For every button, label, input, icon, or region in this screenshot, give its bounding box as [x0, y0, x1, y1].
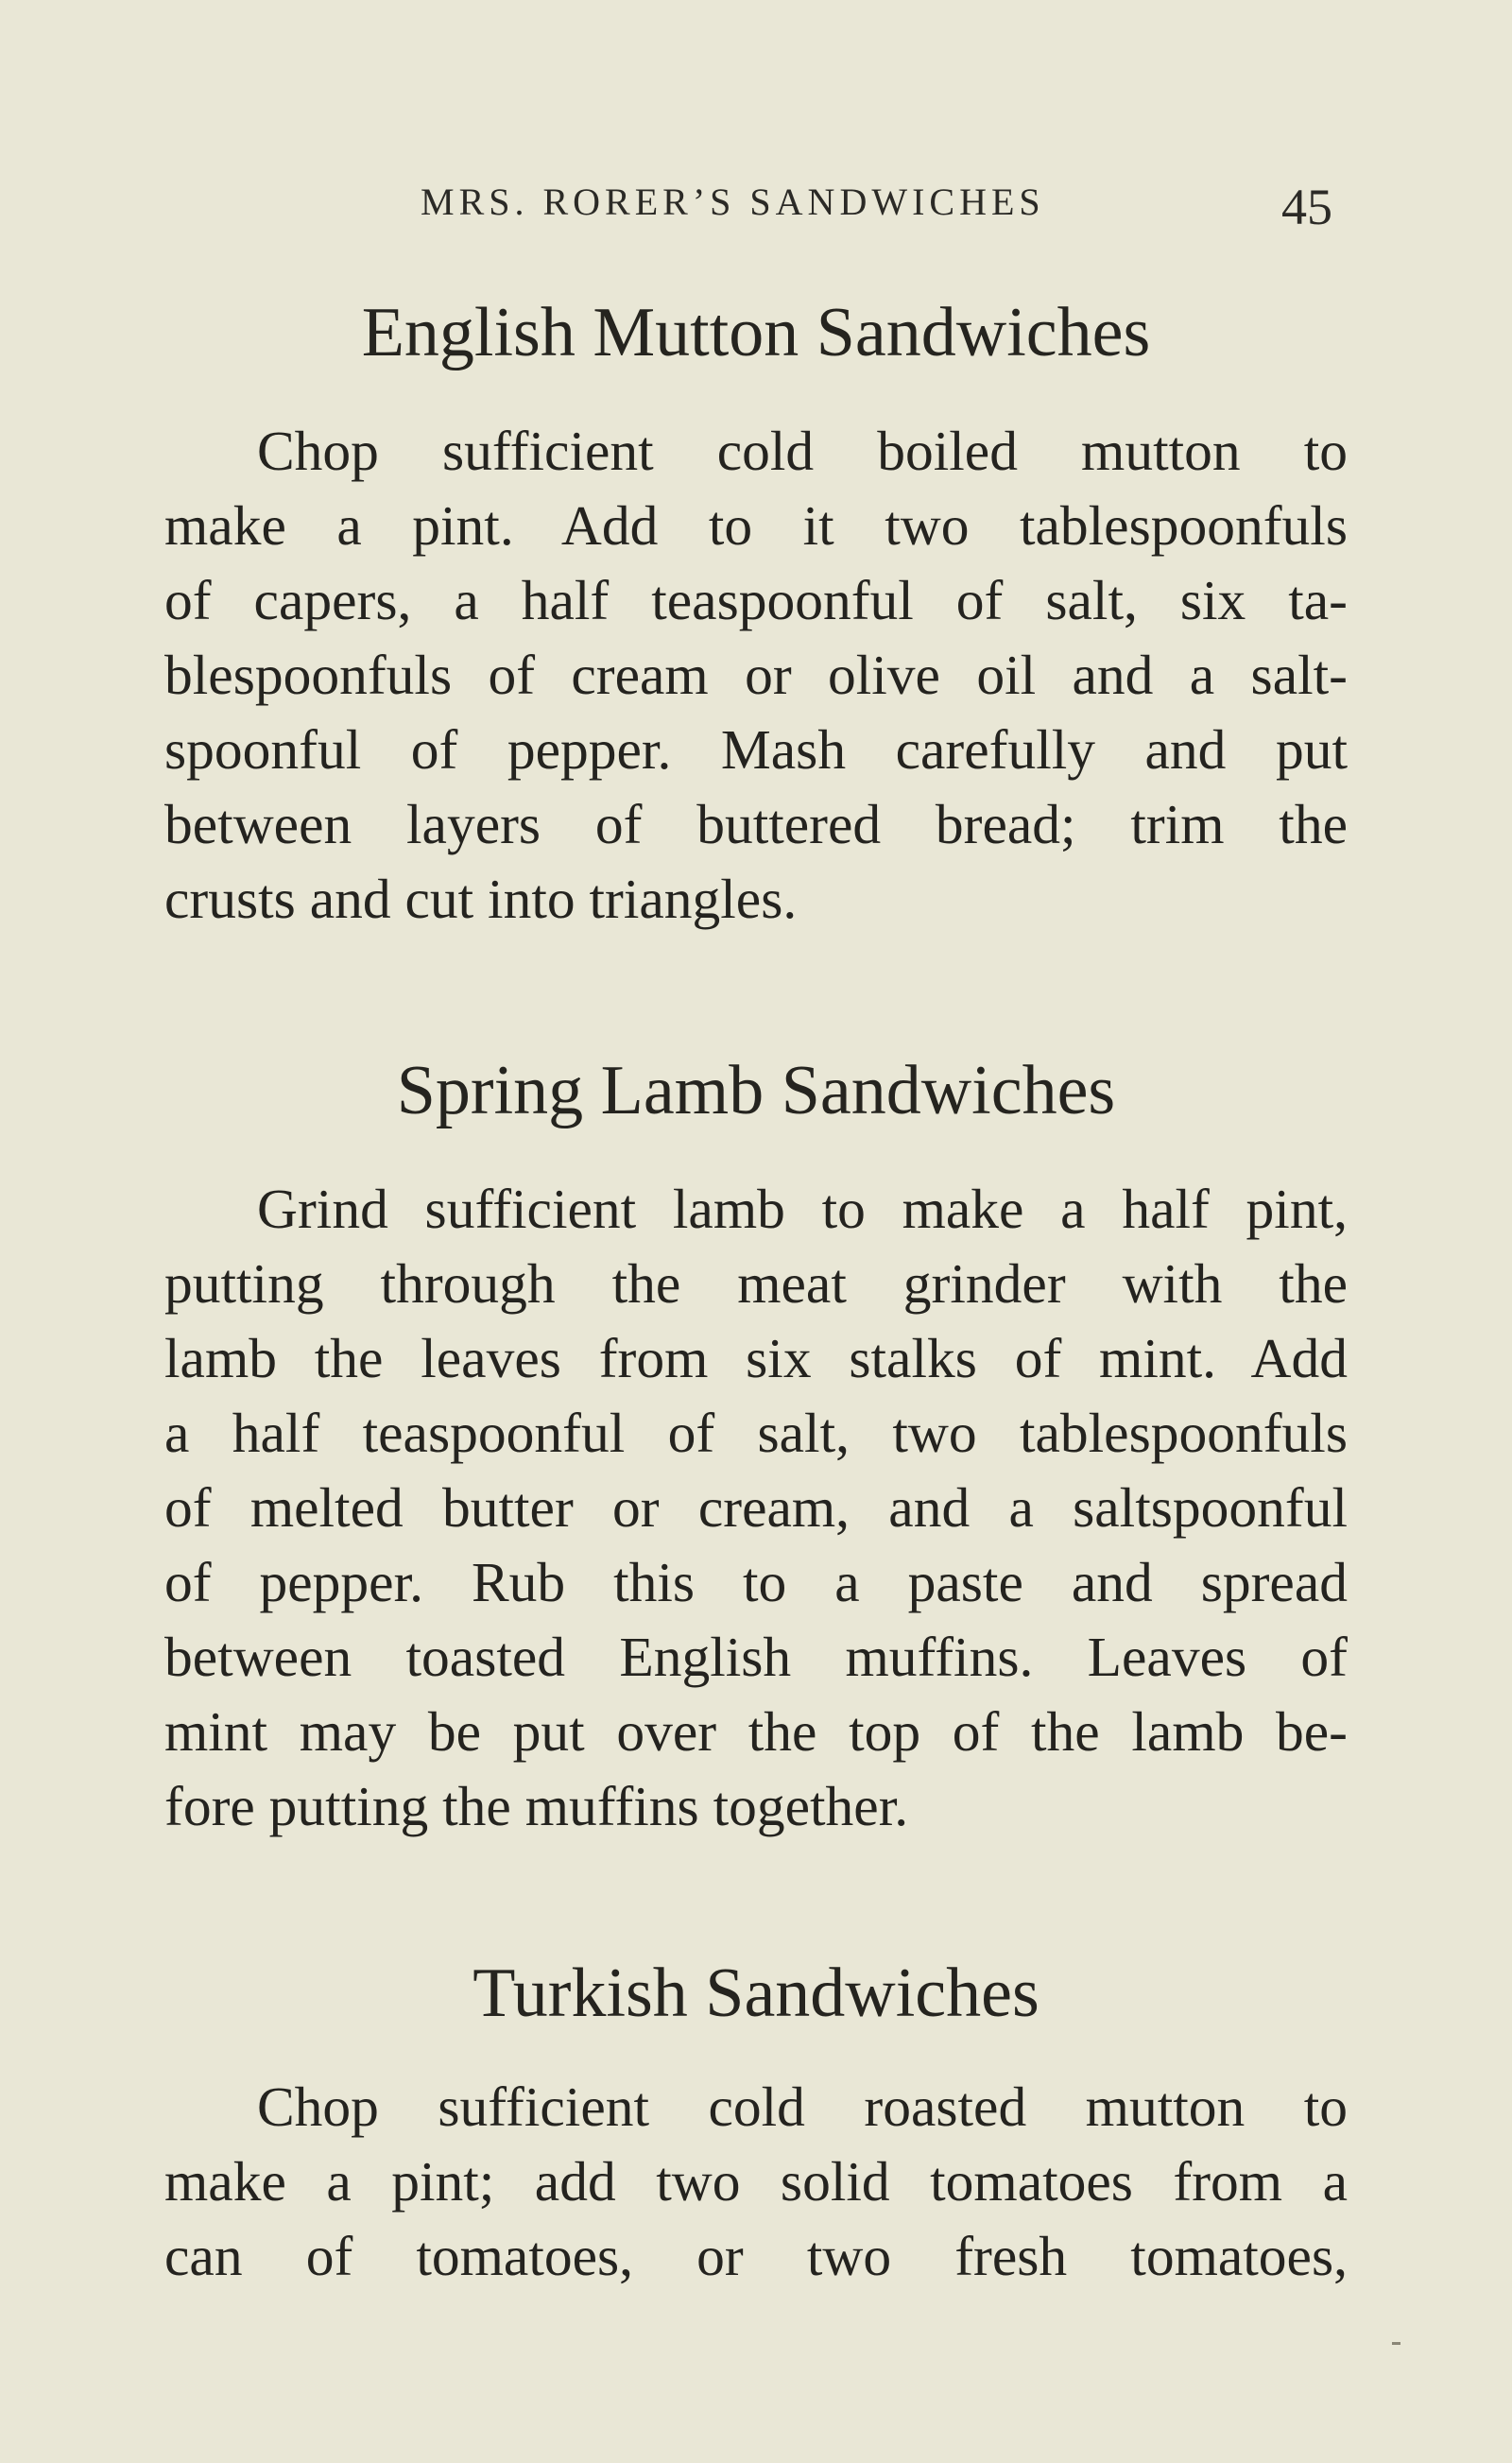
text-line: between layers of buttered bread; trim the [164, 793, 1348, 855]
text-line: of pepper. Rub this to a paste and spread [164, 1551, 1348, 1613]
section-title-spring-lamb: Spring Lamb Sandwiches [396, 1052, 1116, 1129]
text-line: between toasted English muffins. Leaves of [164, 1626, 1348, 1688]
text-line: a half teaspoonful of salt, two tablespoonfuls [164, 1402, 1348, 1464]
recipe-paragraph-turkish [164, 2070, 1348, 2294]
section-title-turkish: Turkish Sandwiches [472, 1955, 1040, 2032]
text-line: make a pint; add two solid tomatoes from a [164, 2150, 1348, 2213]
paper-speck [1392, 2342, 1400, 2345]
text-line: Chop sufficient cold boiled mutton to [257, 420, 1348, 482]
text-line: of melted butter or cream, and a saltspoonful [164, 1476, 1348, 1539]
text-line: blespoonfuls of cream or olive oil and a salt- [164, 644, 1348, 706]
text-line: can of tomatoes, or two fresh tomatoes, [164, 2225, 1348, 2287]
text-line: of capers, a half teaspoonful of salt, six ta- [164, 569, 1348, 631]
text-line: Grind sufficient lamb to make a half pint, [257, 1178, 1348, 1240]
text-line: putting through the meat grinder with the [164, 1252, 1348, 1315]
page-number: 45 [1281, 179, 1332, 235]
text-line: crusts and cut into triangles. [164, 868, 798, 930]
recipe-paragraph-spring-lamb [164, 1172, 1348, 1844]
text-line: spoonful of pepper. Mash carefully and put [164, 718, 1348, 781]
text-line: Chop sufficient cold roasted mutton to [257, 2075, 1348, 2138]
text-line: mint may be put over the top of the lamb be- [164, 1700, 1348, 1763]
running-head: MRS. RORER’S SANDWICHES [421, 181, 1045, 223]
text-line: make a pint. Add to it two tablespoonfuls [164, 494, 1348, 557]
section-title-english-mutton: English Mutton Sandwiches [361, 294, 1151, 371]
text-line: lamb the leaves from six stalks of mint. Add [164, 1327, 1348, 1389]
text-line: fore putting the muffins together. [164, 1775, 909, 1837]
recipe-paragraph-english-mutton [164, 414, 1348, 937]
